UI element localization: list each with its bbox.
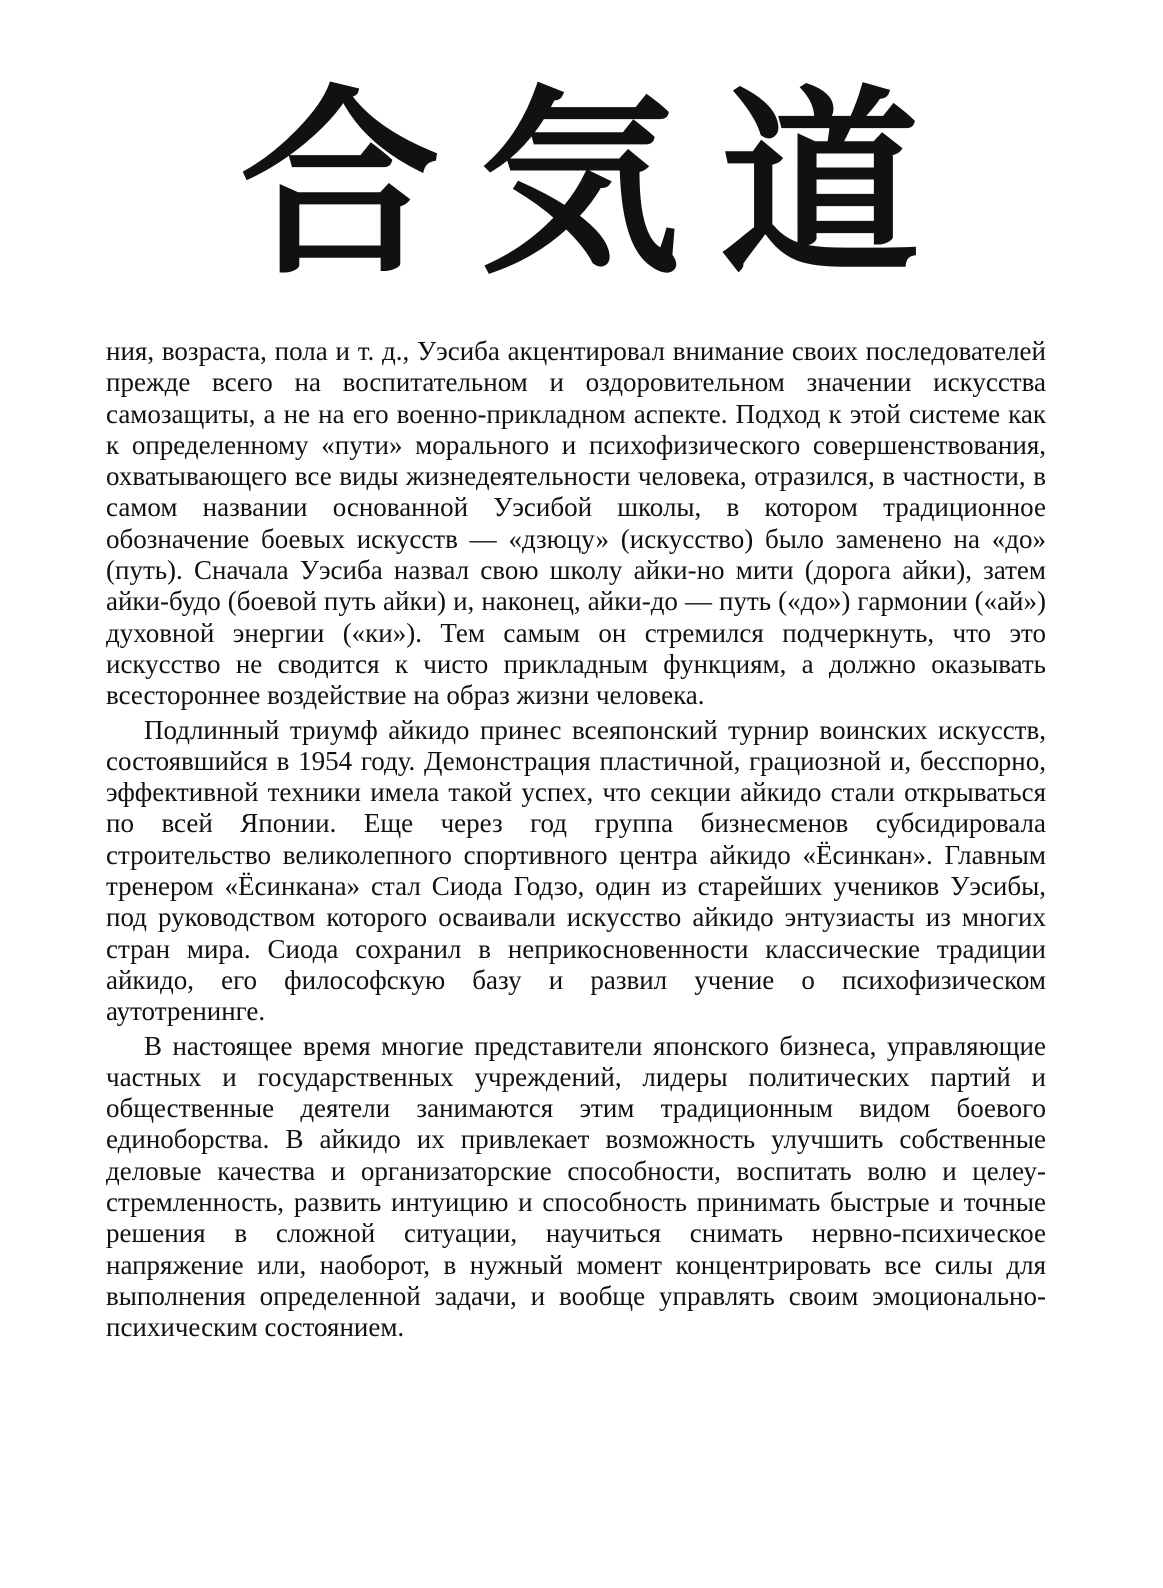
paragraph-3: В настоящее время многие представители японского бизнеса, управляющие частных и государственных учреждений, лидеры политических партий и общественные деятели занимаются этим традиционным видом боевого единоборства. В айкидо их привлекает возможность улучшить собственные деловые качества и организаторские способности, воспитать волю и целеустремленность, развить интуицию и способность принимать быстрые и точные решения в сложной ситуации, научиться снимать нервно-психическое напряжение или, наоборот, в нужный момент концентрировать все силы для выполнения определенной задачи, и вообще управлять своим эмоционально-психическим состоянием. (106, 1030, 1046, 1343)
kanji-ki: 気 (479, 67, 680, 302)
paragraph-2: Подлинный триумф айкидо принес всеяпонский турнир воинских искусств, состоявшийся в 1954 году. Демонстрация пластичной, грациозной и, бесспорно, эффективной техники имела такой успех, что секции айкидо стали открываться по всей Японии. Еще через год группа бизнесменов субсидировала строительство великолепного спортивного центра айкидо «Ёсинкан». Главным тренером «Ёсинкана» стал Сиода Годзо, один из старейших учеников Уэсибы, под руководством которого осваивали искусство айкидо энтузиасты из многих стран мира. Сиода сохранил в неприкосновенности классические традиции айкидо, его философскую базу и развил учение о психофизическом аутотренинге. (106, 714, 1046, 1027)
paragraph-1: ния, возраста, пола и т. д., Уэсиба акцентировал внимание своих последователей прежде всего на воспитательном и оздоровительном значении искусства самозащиты, а не на его военно-прикладном аспекте. Подход к этой системе как к определенному «пути» морального и психофизического совершенствования, охватывающего все виды жизнедеятельности человека, отразился, в частности, в самом названии основанной Уэсибой школы, в котором традиционное обозначение боевых искусств — «дзюцу» (искусство) было заменено на «до» (путь). Сначала Уэсиба назвал свою школу айки-но мити (дорога айки), затем айки-будо (боевой путь айки) и, наконец, айки-до — путь («до») гармонии («ай») духовной энергии («ки»). Тем самым он стремился подчеркнуть, что это искусство не сводится к чисто прикладным функциям, а должно оказывать всестороннее воздействие на образ жизни человека. (106, 336, 1046, 711)
aikido-kanji-heading (200, 67, 960, 302)
kanji-ai: 合 (239, 67, 440, 302)
body-text (106, 336, 1046, 1344)
kanji-do: 道 (720, 67, 921, 302)
